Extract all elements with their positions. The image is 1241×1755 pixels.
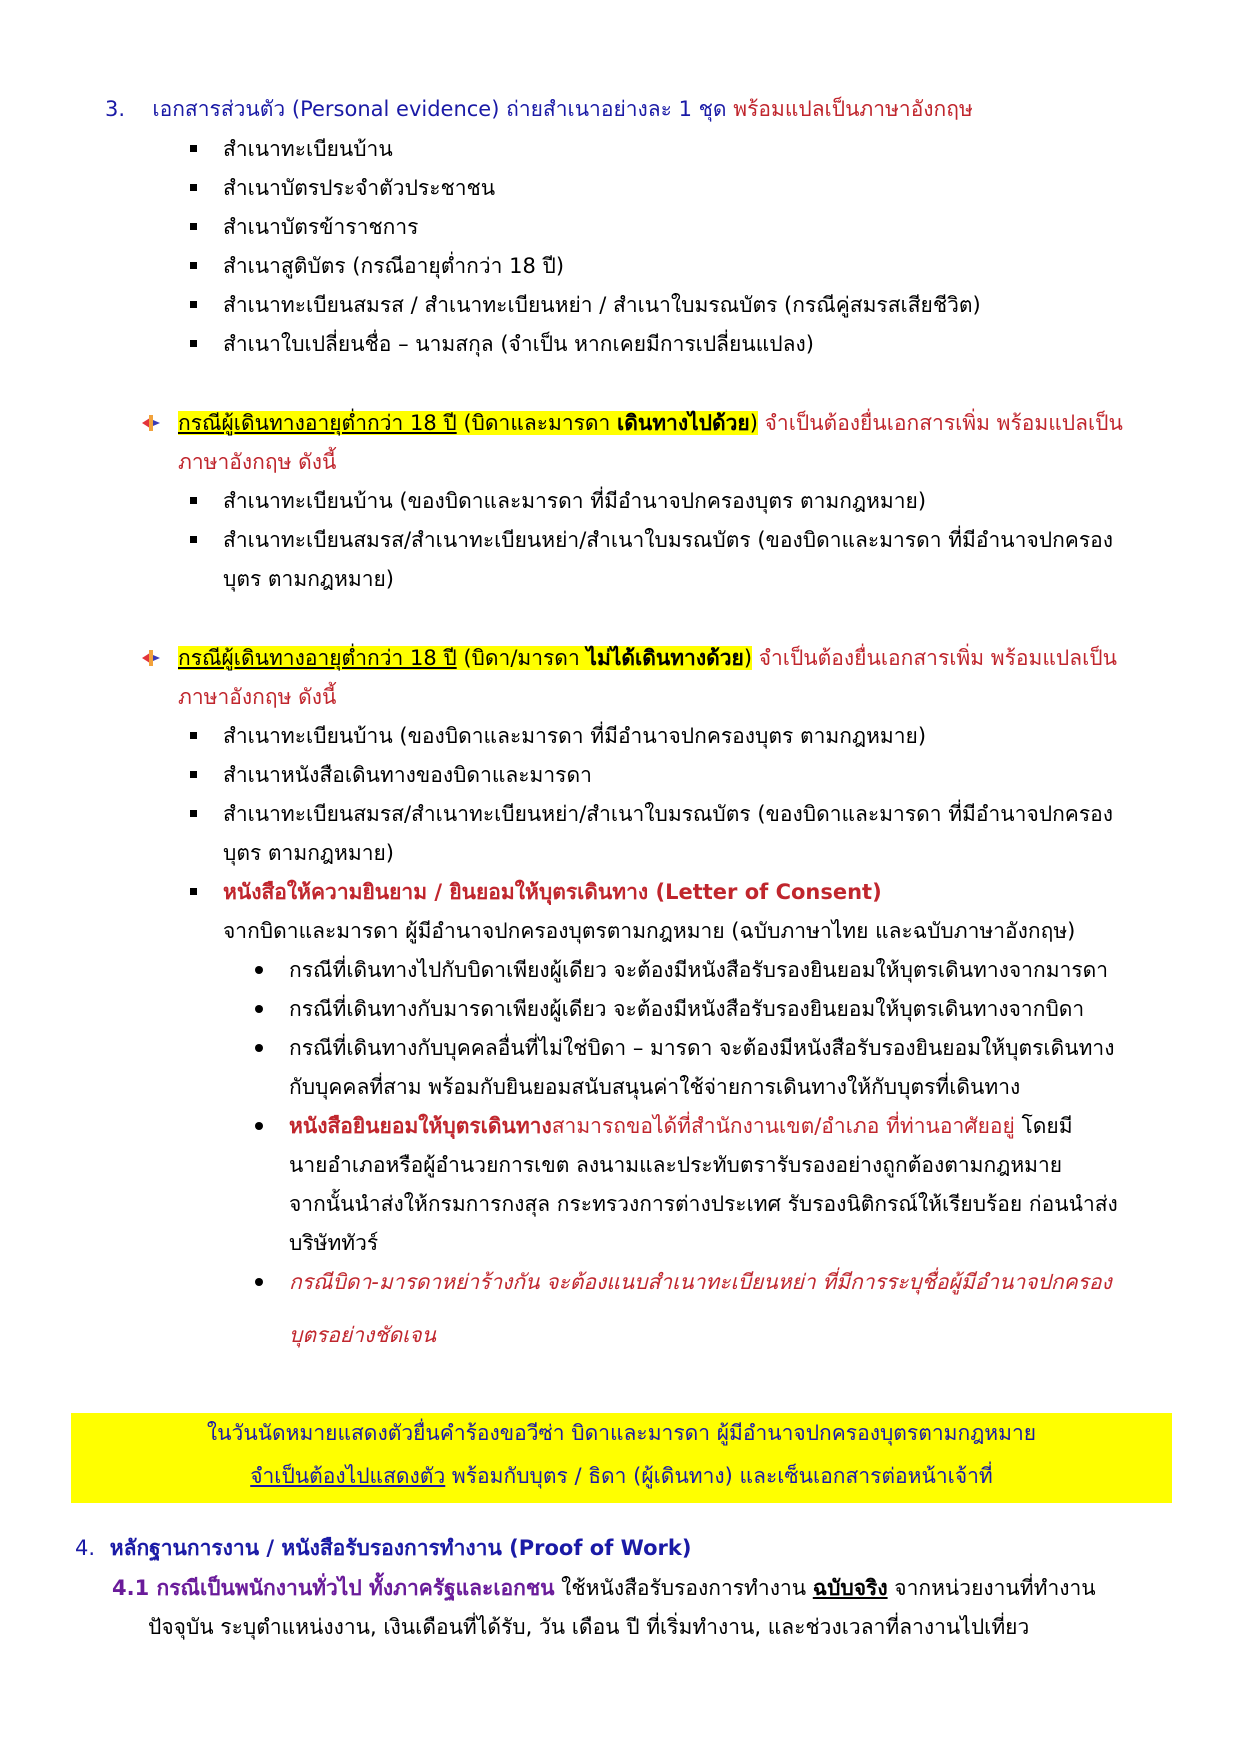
round-bullet-icon bbox=[255, 1044, 263, 1052]
consent-office-line: บริษัททัวร์ bbox=[289, 1231, 379, 1255]
case-without-parents-item-cont: บุตร ตามกฎหมาย) bbox=[223, 841, 394, 865]
section3-heading bbox=[105, 94, 973, 124]
notice-rest: พร้อมกับบุตร / ธิดา (ผู้เดินทาง) และเซ็นเอกสารต่อหน้าเจ้าที่ bbox=[445, 1464, 993, 1488]
consent-title: หนังสือให้ความยินยาม / ยินยอมให้บุตรเดินทาง (Letter of Consent) bbox=[223, 880, 882, 904]
arrow-bullet-icon bbox=[140, 412, 162, 434]
section4-sub-title: กรณีเป็นพนักงานทั่วไป ทั้งภาครัฐและเอกชน bbox=[149, 1576, 555, 1600]
square-bullet-icon bbox=[190, 184, 197, 191]
square-bullet-icon bbox=[190, 223, 197, 230]
consent-description: จากบิดาและมารดา ผู้มีอำนาจปกครองบุตรตามกฎหมาย (ฉบับภาษาไทย และฉบับภาษาอังกฤษ) bbox=[223, 919, 1076, 943]
consent-office-line: จากนั้นนำส่งให้กรมการกงสุล กระทรวงการต่างประเทศ รับรองนิติกรณ์ให้เรียบร้อย ก่อนนำส่ง bbox=[289, 1192, 1118, 1216]
case-without-parents-highlight bbox=[178, 646, 752, 670]
case-without-parents-paren-close: ) bbox=[743, 646, 753, 670]
square-bullet-icon bbox=[190, 340, 197, 347]
consent-office-line: นายอำเภอหรือผู้อำนวยการเขต ลงนามและประทับตรารับรองอย่างถูกต้องตามกฎหมาย bbox=[289, 1153, 1063, 1177]
notice-line2 bbox=[71, 1461, 1172, 1491]
case-with-parents-heading bbox=[178, 408, 1123, 438]
round-bullet-icon bbox=[255, 966, 263, 974]
case-without-parents-bold: ไม่ได้เดินทางด้วย bbox=[586, 646, 744, 670]
case-without-parents-lead: กรณีผู้เดินทางอายุต่ำกว่า 18 ปี bbox=[178, 646, 457, 670]
consent-sub-item-office bbox=[289, 1111, 1073, 1141]
section3-item: สำเนาใบเปลี่ยนชื่อ – นามสกุล (จำเป็น หากเคยมีการเปลี่ยนแปลง) bbox=[223, 332, 814, 356]
section4-sub-line2: ปัจจุบัน ระบุตำแหน่งงาน, เงินเดือนที่ได้รับ, วัน เดือน ปี ที่เริ่มทำงาน, และช่วงเวลาที่ลางานไปเที่ยว bbox=[148, 1615, 1030, 1639]
section4-title: หลักฐานการงาน / หนังสือรับรองการทำงาน (Proof of Work) bbox=[109, 1536, 692, 1560]
section3-title: เอกสารส่วนตัว (Personal evidence) ถ่ายสำเนาอย่างละ 1 ชุด bbox=[152, 97, 727, 121]
section4-heading bbox=[75, 1533, 691, 1563]
consent-office-rest: โดยมี bbox=[1014, 1114, 1073, 1138]
square-bullet-icon bbox=[190, 771, 197, 778]
round-bullet-icon bbox=[255, 1122, 263, 1130]
case-with-parents-highlight bbox=[178, 411, 758, 435]
section3-item: สำเนาทะเบียนบ้าน bbox=[223, 137, 393, 161]
square-bullet-icon bbox=[190, 145, 197, 152]
case-with-parents-paren: (บิดาและมารดา bbox=[456, 411, 618, 435]
case-with-parents-item: สำเนาทะเบียนบ้าน (ของบิดาและมารดา ที่มีอำนาจปกครองบุตร ตามกฎหมาย) bbox=[223, 489, 927, 513]
case-with-parents-note: จำเป็นต้องยื่นเอกสารเพิ่ม พร้อมแปลเป็น bbox=[757, 411, 1123, 435]
divorce-note: กรณีบิดา-มารดาหย่าร้างกัน จะต้องแนบสำเนาทะเบียนหย่า ที่มีการระบุชื่อผู้มีอำนาจปกครอง bbox=[289, 1270, 1112, 1294]
round-bullet-icon bbox=[255, 1005, 263, 1013]
case-without-parents-item: สำเนาทะเบียนบ้าน (ของบิดาและมารดา ที่มีอำนาจปกครองบุตร ตามกฎหมาย) bbox=[223, 724, 927, 748]
square-bullet-icon bbox=[190, 888, 197, 895]
square-bullet-icon bbox=[190, 262, 197, 269]
section4-sub-number: 4.1 bbox=[112, 1576, 150, 1600]
round-bullet-icon bbox=[255, 1278, 263, 1286]
square-bullet-icon bbox=[190, 301, 197, 308]
case-without-parents-heading bbox=[178, 643, 1117, 673]
case-without-parents-note: จำเป็นต้องยื่นเอกสารเพิ่ม พร้อมแปลเป็น bbox=[752, 646, 1117, 670]
case-with-parents-note-cont: ภาษาอังกฤษ ดังนี้ bbox=[178, 450, 337, 474]
case-without-parents-paren: (บิดา/มารดา bbox=[456, 646, 587, 670]
consent-sub-item-cont: กับบุคคลที่สาม พร้อมกับยินยอมสนับสนุนค่าใช้จ่ายการเดินทางให้กับบุตรที่เดินทาง bbox=[289, 1075, 1021, 1099]
notice-line1: ในวันนัดหมายแสดงตัวยื่นคำร้องขอวีซ่า บิดาและมารดา ผู้มีอำนาจปกครองบุตรตามกฎหมาย bbox=[206, 1421, 1037, 1445]
section4-number: 4. bbox=[75, 1536, 96, 1560]
case-without-parents-item: สำเนาทะเบียนสมรส/สำเนาทะเบียนหย่า/สำเนาใบมรณบัตร (ของบิดาและมารดา ที่มีอำนาจปกครอง bbox=[223, 802, 1113, 826]
section4-original-copy: ฉบับจริง bbox=[812, 1576, 888, 1600]
section3-item: สำเนาทะเบียนสมรส / สำเนาทะเบียนหย่า / สำเนาใบมรณบัตร (กรณีคู่สมรสเสียชีวิต) bbox=[223, 293, 981, 317]
consent-sub-item: กรณีที่เดินทางไปกับบิดาเพียงผู้เดียว จะต้องมีหนังสือรับรองยินยอมให้บุตรเดินทางจากมารดา bbox=[289, 958, 1109, 982]
case-with-parents-lead: กรณีผู้เดินทางอายุต่ำกว่า 18 ปี bbox=[178, 411, 457, 435]
consent-office-text: สามารถขอได้ที่สำนักงานเขต/อำเภอ ที่ท่านอาศัยอยู่ bbox=[551, 1114, 1015, 1138]
section4-sub-text1: ใช้หนังสือรับรองการทำงาน bbox=[554, 1576, 813, 1600]
case-without-parents-item: สำเนาหนังสือเดินทางของบิดาและมารดา bbox=[223, 763, 592, 787]
section3-title-note: พร้อมแปลเป็นภาษาอังกฤษ bbox=[733, 97, 973, 121]
arrow-bullet-icon bbox=[140, 647, 162, 669]
case-with-parents-bold: เดินทางไปด้วย bbox=[617, 411, 750, 435]
section3-item: สำเนาบัตรประจำตัวประชาชน bbox=[223, 176, 496, 200]
case-with-parents-item-cont: บุตร ตามกฎหมาย) bbox=[223, 567, 394, 591]
consent-sub-item: กรณีที่เดินทางกับบุคคลอื่นที่ไม่ใช่บิดา – มารดา จะต้องมีหนังสือรับรองยินยอมให้บุตรเดินทาง bbox=[289, 1036, 1115, 1060]
case-without-parents-note-cont: ภาษาอังกฤษ ดังนี้ bbox=[178, 685, 337, 709]
square-bullet-icon bbox=[190, 810, 197, 817]
consent-letter-label: หนังสือยินยอมให้บุตรเดินทาง bbox=[289, 1114, 552, 1138]
section3-item: สำเนาบัตรข้าราชการ bbox=[223, 215, 419, 239]
section4-sub-line1 bbox=[112, 1573, 1096, 1603]
square-bullet-icon bbox=[190, 732, 197, 739]
case-with-parents-paren-close: ) bbox=[749, 411, 758, 435]
section4-sub-text2: จากหน่วยงานที่ทำงาน bbox=[887, 1576, 1096, 1600]
divorce-note-cont: บุตรอย่างชัดเจน bbox=[289, 1323, 436, 1347]
square-bullet-icon bbox=[190, 497, 197, 504]
notice-required: จำเป็นต้องไปแสดงตัว bbox=[250, 1464, 446, 1488]
section3-item: สำเนาสูติบัตร (กรณีอายุต่ำกว่า 18 ปี) bbox=[223, 254, 565, 278]
case-with-parents-item: สำเนาทะเบียนสมรส/สำเนาทะเบียนหย่า/สำเนาใบมรณบัตร (ของบิดาและมารดา ที่มีอำนาจปกครอง bbox=[223, 528, 1113, 552]
square-bullet-icon bbox=[190, 536, 197, 543]
consent-sub-item: กรณีที่เดินทางกับมารดาเพียงผู้เดียว จะต้องมีหนังสือรับรองยินยอมให้บุตรเดินทางจากบิดา bbox=[289, 997, 1085, 1021]
section3-number: 3. bbox=[105, 97, 126, 121]
